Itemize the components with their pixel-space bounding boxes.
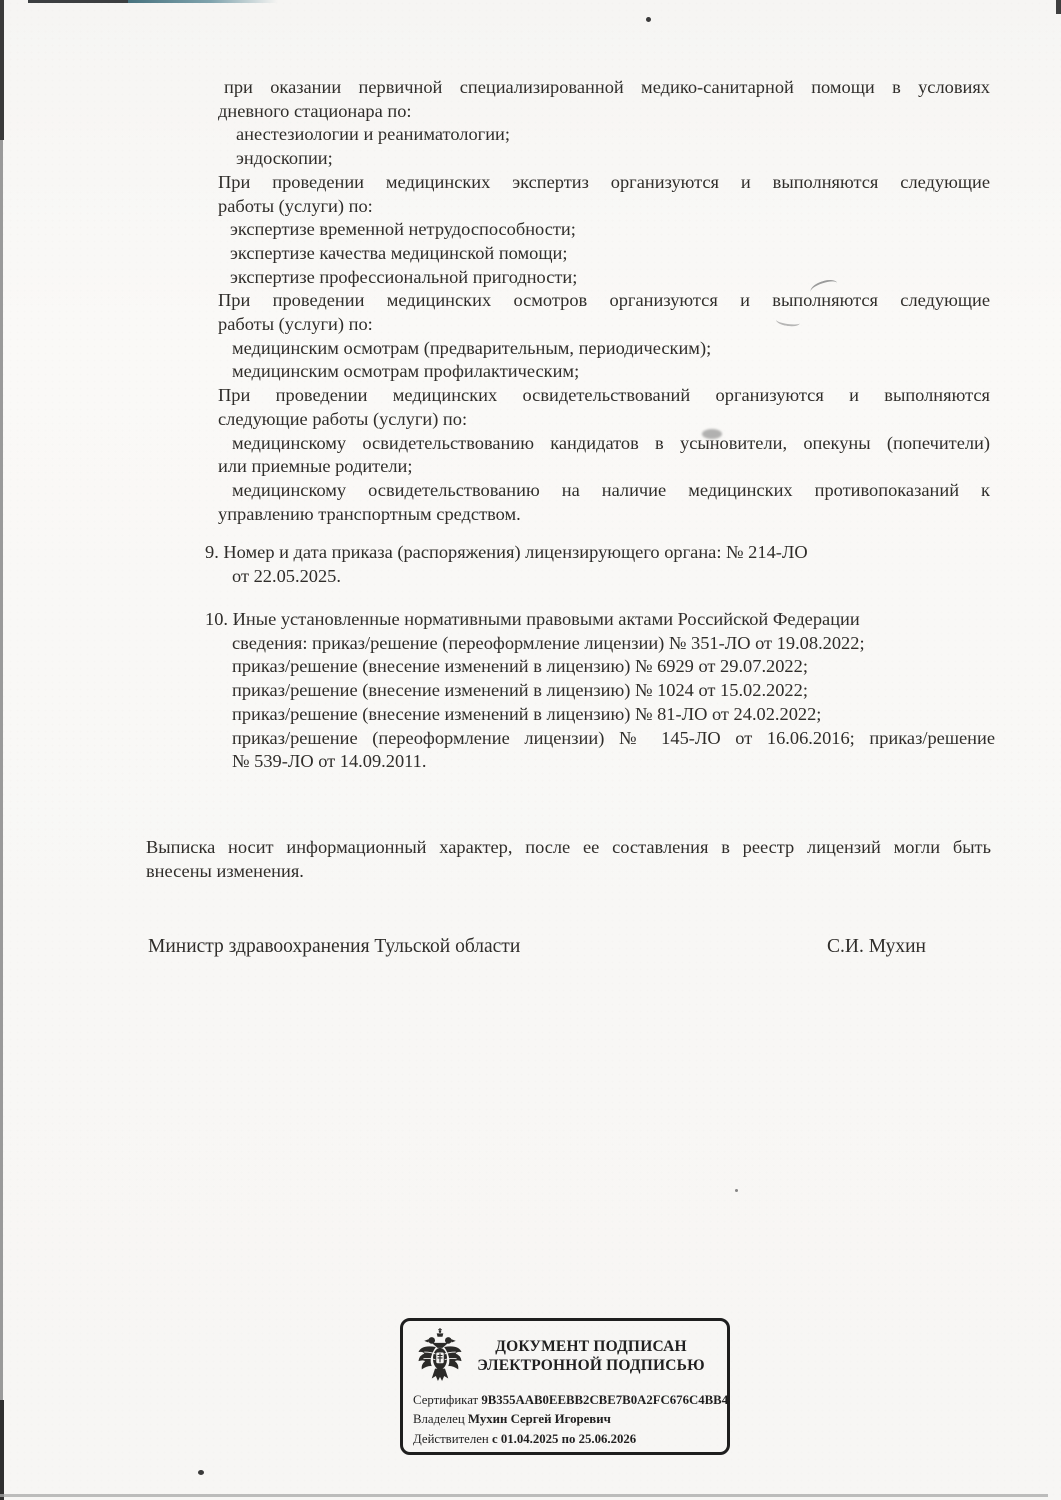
- text-line: или приемные родители;: [218, 456, 413, 477]
- text-line: медицинскому освидетельствованию кандидатов в усыновители, опекуны (попечители): [232, 432, 990, 453]
- signatory-name: С.И. Мухин: [827, 936, 926, 957]
- text-line: от 22.05.2025.: [232, 565, 341, 586]
- text-line: дневного стационара по:: [218, 100, 412, 121]
- scan-edge-left-bottom: [0, 1400, 4, 1500]
- text-line: медицинским осмотрам профилактическим;: [232, 361, 580, 382]
- text-line: анестезиологии и реаниматологии;: [236, 124, 510, 145]
- text-line: приказ/решение (внесение изменений в лицензию) № 81-ЛО от 24.02.2022;: [232, 703, 822, 724]
- text-line: работы (услуги) по:: [218, 314, 373, 335]
- signatory-title: Министр здравоохранения Тульской области: [148, 936, 521, 957]
- license-works-section: [218, 76, 990, 526]
- stamp-certificate-info: [403, 1386, 727, 1449]
- stamp-field-value: Мухин Сергей Игоревич: [467, 1412, 611, 1427]
- stamp-title: [465, 1328, 717, 1375]
- stamp-info-line: [413, 1391, 729, 1410]
- stamp-field-label: Сертификат: [413, 1393, 479, 1407]
- text-line: приказ/решение (переоформление лицензии) № 145-ЛО от 16.06.2016; приказ/решение: [232, 727, 995, 748]
- text-line: управлению транспортным средством.: [218, 503, 521, 524]
- signature-row: [148, 936, 926, 958]
- item-9-order-number: [205, 541, 993, 588]
- scan-speck: [198, 1470, 204, 1475]
- text-line: экспертизе профессиональной пригодности;: [230, 266, 578, 287]
- text-line: сведения: приказ/решение (переоформление лицензии) № 351-ЛО от 19.08.2022;: [232, 632, 865, 653]
- informational-note: [146, 836, 991, 883]
- double-headed-eagle-icon: [415, 1328, 465, 1386]
- text-line: внесены изменения.: [146, 860, 304, 881]
- stamp-field-value: с 01.04.2025 по 25.06.2026: [491, 1431, 637, 1446]
- text-line: При проведении медицинских экспертиз организуются и выполняются следующие: [218, 171, 990, 192]
- stamp-field-value: 9B355AAB0EEBB2CBE7B0A2FC676C4BB4: [481, 1393, 729, 1407]
- item-10-other-information: [205, 608, 995, 774]
- text-line: медицинским осмотрам (предварительным, периодическим);: [232, 337, 712, 358]
- scan-edge-top-dark: [28, 0, 128, 3]
- text-line: приказ/решение (внесение изменений в лицензию) № 6929 от 29.07.2022;: [232, 656, 808, 677]
- stamp-field-label: Владелец: [413, 1412, 465, 1427]
- text-line: при оказании первичной специализированной медико-санитарной помощи в условиях: [224, 77, 990, 97]
- scan-edge-bottom: [0, 1494, 1048, 1497]
- text-line: Выписка носит информационный характер, после ее составления в реестр лицензий могли быть: [146, 837, 991, 857]
- stamp-title-line1: ДОКУМЕНТ ПОДПИСАН: [495, 1338, 687, 1355]
- text-line: экспертизе временной нетрудоспособности;: [230, 219, 576, 240]
- scan-edge-right-top: [1056, 0, 1061, 14]
- stamp-field-label: Действителен: [413, 1431, 489, 1446]
- electronic-signature-stamp: [400, 1318, 730, 1455]
- stamp-info-line: [413, 1410, 717, 1429]
- text-line: следующие работы (услуги) по:: [218, 408, 468, 429]
- text-line: № 539-ЛО от 14.09.2011.: [232, 751, 427, 772]
- text-line: При проведении медицинских освидетельствований организуются и выполняются: [218, 385, 990, 406]
- scan-edge-top-teal: [128, 0, 278, 3]
- scan-edge-left: [0, 0, 3, 1500]
- text-line: эндоскопии;: [236, 148, 333, 169]
- text-line: работы (услуги) по:: [218, 195, 373, 216]
- scan-speck: [735, 1189, 738, 1192]
- text-line: экспертизе качества медицинской помощи;: [230, 242, 568, 263]
- scan-speck: [646, 17, 651, 22]
- stamp-info-line: [413, 1430, 717, 1449]
- text-line: При проведении медицинских осмотров организуются и выполняются следующие: [218, 290, 990, 311]
- text-line: приказ/решение (внесение изменений в лицензию) № 1024 от 15.02.2022;: [232, 680, 808, 701]
- text-line: медицинскому освидетельствованию на наличие медицинских противопоказаний к: [232, 479, 990, 500]
- stamp-header: [403, 1321, 727, 1386]
- stamp-title-line2: ЭЛЕКТРОННОЙ ПОДПИСЬЮ: [477, 1356, 705, 1374]
- text-line: 10. Иные установленные нормативными правовыми актами Российской Федерации: [205, 609, 860, 629]
- text-line: 9. Номер и дата приказа (распоряжения) лицензирующего органа: № 214-ЛО: [205, 542, 808, 562]
- scan-edge-left-top: [0, 0, 4, 140]
